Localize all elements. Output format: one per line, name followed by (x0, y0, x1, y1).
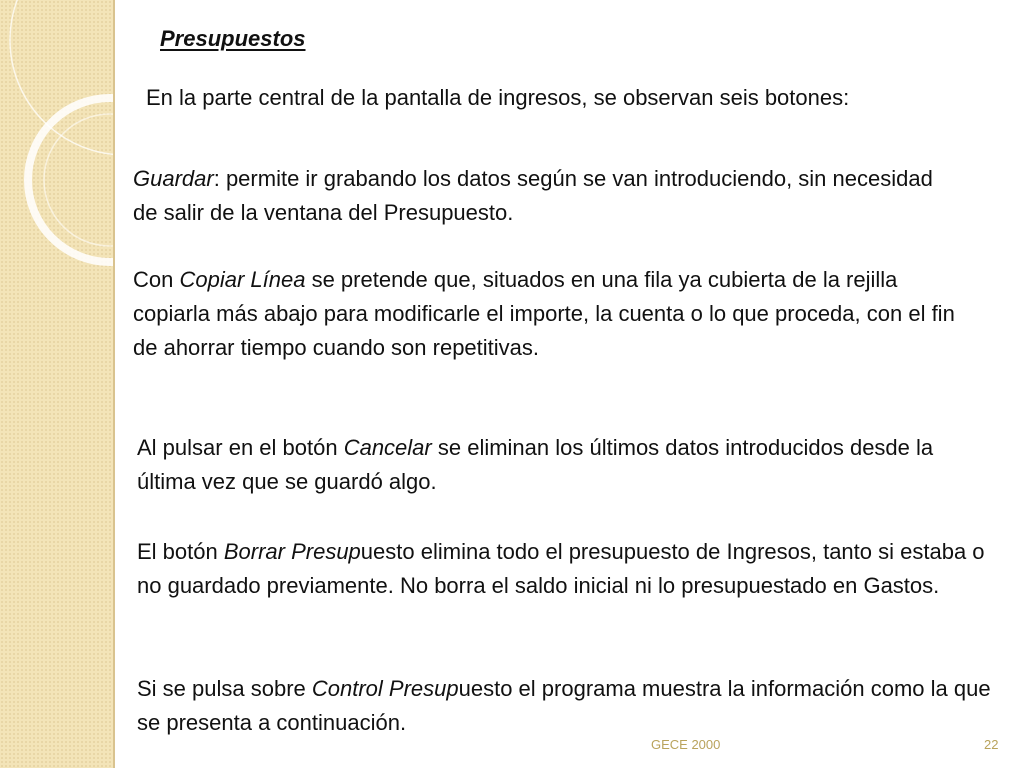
borrar-pre: El botón (137, 539, 224, 564)
page-title: Presupuestos (160, 26, 306, 51)
paragraph-borrar-presupuesto (137, 535, 997, 603)
paragraph-control-presupuesto (137, 672, 997, 740)
term-guardar: Guardar (133, 166, 214, 191)
term-control-presupuesto: Control Presup (311, 676, 459, 701)
intro-text: En la parte central de la pantalla de ingresos, se observan seis botones: (146, 85, 850, 110)
page-number: 22 (984, 737, 999, 752)
copiar-text: se pretende que, situados en una fila ya cubierta de la rejilla copiarla más abajo para modificarle el importe, la cuenta o lo que proceda, con el fin de ahorrar tiempo cuando son repetitivas. (133, 267, 955, 360)
paragraph-cancelar (137, 431, 997, 499)
footer-label: GECE 2000 (651, 737, 721, 752)
decorative-circles (0, 0, 113, 768)
paragraph-guardar (133, 162, 963, 230)
paragraph-copiar-linea (133, 263, 963, 365)
control-text: uesto el programa muestra la información como la que se presenta a continuación. (137, 676, 991, 735)
term-copiar-linea: Copiar Línea (179, 267, 306, 292)
term-cancelar: Cancelar (343, 435, 432, 460)
control-pre: Si se pulsa sobre (137, 676, 312, 701)
cancelar-text: se eliminan los últimos datos introducidos desde la última vez que se guardó algo. (137, 435, 934, 494)
decorative-sidebar (0, 0, 113, 768)
term-borrar-presupuesto: Borrar Presup (223, 539, 361, 564)
copiar-pre: Con (133, 267, 180, 292)
sidebar-divider (113, 0, 115, 768)
borrar-text: uesto elimina todo el presupuesto de Ingresos, tanto si estaba o no guardado previamente. No borra el saldo inicial ni lo presupuestado en Gastos. (137, 539, 985, 598)
cancelar-pre: Al pulsar en el botón (137, 435, 344, 460)
guardar-text: : permite ir grabando los datos según se van introduciendo, sin necesidad de salir de la ventana del Presupuesto. (133, 166, 933, 225)
